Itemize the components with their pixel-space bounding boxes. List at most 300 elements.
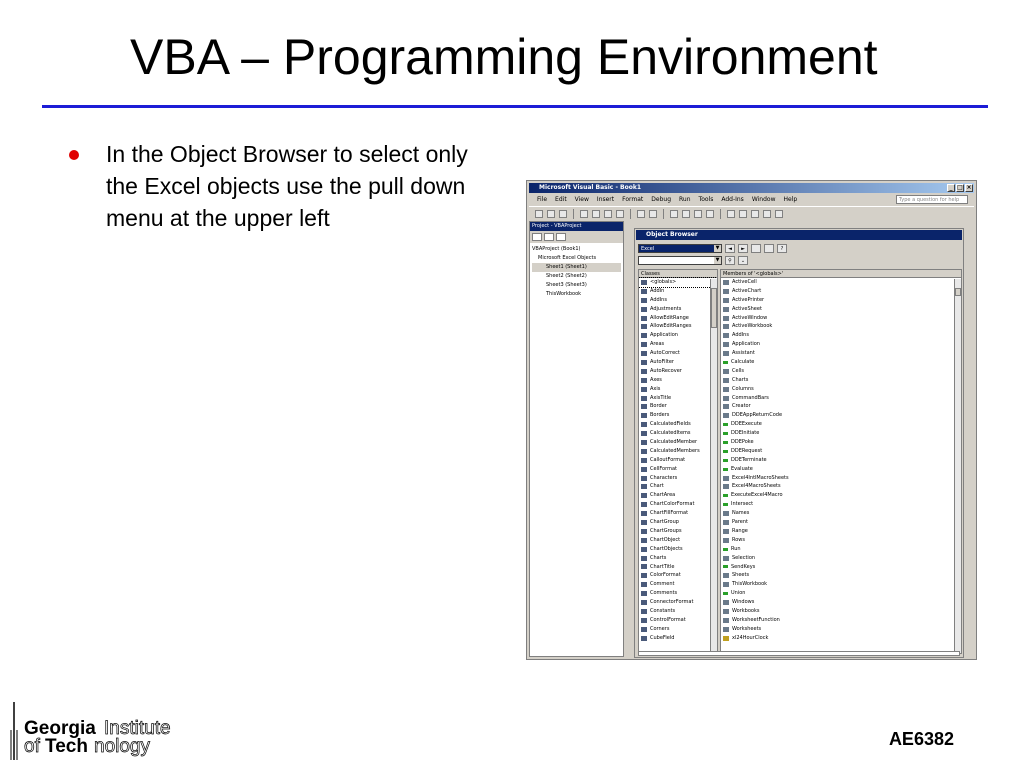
member-label: ActivePrinter <box>732 296 765 303</box>
member-item[interactable] <box>721 518 961 527</box>
member-item[interactable] <box>721 367 961 376</box>
class-item[interactable] <box>639 402 717 411</box>
member-item[interactable] <box>721 545 961 554</box>
class-label: AxisTitle <box>650 394 672 401</box>
project-tree <box>530 243 623 301</box>
class-item[interactable] <box>639 518 717 527</box>
class-icon <box>641 547 647 552</box>
tree-item[interactable]: Microsoft Excel Objects <box>538 255 597 261</box>
member-label: ThisWorkbook <box>732 581 768 588</box>
object-browser-icon[interactable] <box>751 210 759 218</box>
member-item[interactable] <box>721 536 961 545</box>
menu-item-window[interactable]: Window <box>751 196 776 203</box>
property-icon <box>723 324 729 329</box>
method-icon <box>723 459 728 462</box>
class-item[interactable] <box>639 545 717 554</box>
forward-icon[interactable]: ► <box>738 244 748 253</box>
member-label: DDEExecute <box>731 421 762 428</box>
project-explorer-pane <box>529 221 624 657</box>
member-item[interactable] <box>721 287 961 296</box>
members-scrollbar[interactable] <box>954 279 961 653</box>
class-item[interactable] <box>639 278 717 287</box>
class-item[interactable] <box>639 447 717 456</box>
member-item[interactable] <box>721 634 961 643</box>
project-pane-title: Project - VBAProject <box>530 222 623 231</box>
menu-item-format[interactable]: Format <box>622 196 644 203</box>
member-item[interactable] <box>721 331 961 340</box>
menu-item-run[interactable]: Run <box>679 196 691 203</box>
design-mode-icon[interactable] <box>706 210 714 218</box>
member-label: Windows <box>732 599 755 606</box>
member-item[interactable] <box>721 322 961 331</box>
project-explorer-icon[interactable] <box>727 210 735 218</box>
class-label: ChartGroup <box>650 519 679 526</box>
class-icon <box>641 591 647 596</box>
classes-scrollbar[interactable] <box>710 279 717 653</box>
class-item[interactable] <box>639 589 717 598</box>
class-label: AddIn <box>650 287 665 294</box>
class-icon <box>641 396 647 401</box>
property-icon <box>723 582 729 587</box>
member-item[interactable] <box>721 278 961 287</box>
class-item[interactable] <box>639 571 717 580</box>
chevron-down-icon[interactable]: ▼ <box>715 244 720 251</box>
class-label: CellFormat <box>650 465 677 472</box>
member-label: DDEInitiate <box>731 430 760 437</box>
member-label: Columns <box>732 385 754 392</box>
class-item[interactable] <box>639 367 717 376</box>
property-icon <box>723 618 729 623</box>
class-item[interactable] <box>639 429 717 438</box>
class-icon <box>641 484 647 489</box>
member-item[interactable] <box>721 474 961 483</box>
tree-item[interactable]: Sheet1 (Sheet1) <box>532 263 621 272</box>
method-icon <box>723 494 728 497</box>
member-item[interactable] <box>721 482 961 491</box>
member-label: Run <box>731 545 741 552</box>
class-icon <box>641 618 647 623</box>
class-item[interactable] <box>639 456 717 465</box>
property-icon <box>723 538 729 543</box>
scroll-thumb[interactable] <box>711 288 717 328</box>
class-item[interactable] <box>639 358 717 367</box>
class-label: CalculatedMembers <box>650 447 700 454</box>
property-icon <box>723 520 729 525</box>
class-item[interactable] <box>639 563 717 572</box>
class-label: ChartObjects <box>650 545 683 552</box>
member-label: Evaluate <box>731 465 753 472</box>
property-icon <box>723 627 729 632</box>
member-item[interactable] <box>721 465 961 474</box>
tree-item[interactable]: Sheet2 (Sheet2) <box>546 273 587 279</box>
reset-icon[interactable] <box>694 210 702 218</box>
class-item[interactable] <box>639 438 717 447</box>
view-object-icon[interactable] <box>544 233 554 241</box>
class-icon <box>641 573 647 578</box>
class-label: AutoCorrect <box>650 350 680 357</box>
object-browser-window <box>634 228 964 658</box>
property-icon <box>723 369 729 374</box>
menu-item-addins[interactable]: Add-Ins <box>721 196 744 203</box>
class-label: ChartObject <box>650 536 681 543</box>
library-dropdown[interactable] <box>638 244 722 253</box>
library-selected: Excel <box>641 245 655 252</box>
member-label: CommandBars <box>732 394 769 401</box>
member-label: AddIns <box>732 332 749 339</box>
member-label: Worksheets <box>732 625 762 632</box>
class-item[interactable] <box>639 527 717 536</box>
member-item[interactable] <box>721 491 961 500</box>
member-label: Sheets <box>732 572 750 579</box>
property-icon <box>723 556 729 561</box>
member-label: Excel4MacroSheets <box>732 483 781 490</box>
property-icon <box>723 342 729 347</box>
class-label: Axis <box>650 385 661 392</box>
class-item[interactable] <box>639 491 717 500</box>
member-item[interactable] <box>721 411 961 420</box>
member-label: ActiveSheet <box>732 305 762 312</box>
class-label: Axes <box>650 376 662 383</box>
help-icon[interactable]: ? <box>777 244 787 253</box>
class-item[interactable] <box>639 287 717 296</box>
members-list[interactable] <box>720 269 962 654</box>
member-item[interactable] <box>721 580 961 589</box>
toolbar-separator <box>630 209 631 219</box>
class-label: ConnectorFormat <box>650 599 694 606</box>
slide-title: VBA – Programming Environment <box>130 29 878 85</box>
member-item[interactable] <box>721 394 961 403</box>
vb-editor-window <box>526 180 977 660</box>
class-item[interactable] <box>639 634 717 643</box>
property-icon <box>723 280 729 285</box>
member-label: Assistant <box>732 350 755 357</box>
class-item[interactable] <box>639 554 717 563</box>
toggle-folders-icon[interactable] <box>556 233 566 241</box>
member-label: xl24HourClock <box>732 634 769 641</box>
member-label: SendKeys <box>731 563 756 570</box>
class-item[interactable] <box>639 385 717 394</box>
member-item[interactable] <box>721 500 961 509</box>
class-icon <box>641 387 647 392</box>
close-button[interactable]: × <box>966 184 972 191</box>
class-icon <box>641 351 647 356</box>
class-label: <globals> <box>650 279 677 285</box>
property-icon <box>723 298 729 303</box>
member-item[interactable] <box>721 447 961 456</box>
member-label: DDERequest <box>731 447 763 454</box>
class-icon <box>641 458 647 463</box>
course-code: AE6382 <box>888 729 954 749</box>
method-icon <box>723 548 728 551</box>
class-item[interactable] <box>639 349 717 358</box>
insert-icon[interactable] <box>547 210 555 218</box>
member-item[interactable] <box>721 402 961 411</box>
class-item[interactable] <box>639 616 717 625</box>
member-item[interactable] <box>721 314 961 323</box>
class-label: ChartArea <box>650 492 676 499</box>
class-label: ControlFormat <box>650 616 686 623</box>
class-item[interactable] <box>639 322 717 331</box>
property-icon <box>723 333 729 338</box>
properties-icon[interactable] <box>739 210 747 218</box>
show-results-icon[interactable]: ⌄ <box>738 256 748 265</box>
class-label: CalculatedFields <box>650 421 691 428</box>
class-item[interactable] <box>639 314 717 323</box>
class-icon <box>641 369 647 374</box>
property-icon <box>723 600 729 605</box>
toolbar-separator <box>720 209 721 219</box>
class-icon <box>641 342 647 347</box>
class-item[interactable] <box>639 500 717 509</box>
class-icon <box>641 511 647 516</box>
member-label: ActiveChart <box>732 287 762 294</box>
class-icon <box>641 538 647 543</box>
members-header: Members of '<globals>' <box>721 270 961 278</box>
maximize-button[interactable]: □ <box>957 184 963 191</box>
member-label: Excel4IntlMacroSheets <box>732 474 789 481</box>
method-icon <box>723 592 728 595</box>
class-label: Application <box>650 332 678 339</box>
method-icon <box>723 503 728 506</box>
member-item[interactable] <box>721 456 961 465</box>
class-item[interactable] <box>639 607 717 616</box>
tree-item[interactable]: ThisWorkbook <box>546 291 582 297</box>
member-item[interactable] <box>721 509 961 518</box>
class-item[interactable] <box>639 420 717 429</box>
property-icon <box>723 476 729 481</box>
method-icon <box>723 450 728 453</box>
chevron-down-icon[interactable]: ▼ <box>715 256 720 263</box>
member-label: DDEPoke <box>731 439 754 446</box>
class-icon <box>641 520 647 525</box>
member-item[interactable] <box>721 438 961 447</box>
class-label: CalloutFormat <box>650 456 686 463</box>
classes-list[interactable] <box>638 269 718 654</box>
member-item[interactable] <box>721 349 961 358</box>
class-icon <box>641 431 647 436</box>
bullet-dot-icon <box>69 150 79 160</box>
property-icon <box>723 387 729 392</box>
member-label: Names <box>732 510 750 517</box>
member-item[interactable] <box>721 607 961 616</box>
menu-item-debug[interactable]: Debug <box>651 196 672 203</box>
vb-title-bar <box>529 183 974 193</box>
property-icon <box>723 529 729 534</box>
break-icon[interactable] <box>682 210 690 218</box>
search-icon[interactable]: ⚲ <box>725 256 735 265</box>
member-item[interactable] <box>721 358 961 367</box>
class-item[interactable] <box>639 509 717 518</box>
menu-item-insert[interactable]: Insert <box>596 196 615 203</box>
find-icon[interactable] <box>616 210 624 218</box>
class-label: AllowEditRange <box>650 314 689 321</box>
class-icon <box>641 324 647 329</box>
class-item[interactable] <box>639 340 717 349</box>
class-icon <box>641 493 647 498</box>
property-icon <box>723 511 729 516</box>
cut-icon[interactable] <box>580 210 588 218</box>
member-item[interactable] <box>721 420 961 429</box>
class-icon <box>641 529 647 534</box>
excel-icon[interactable] <box>535 210 543 218</box>
logo-institute: Institute <box>104 718 171 739</box>
redo-icon[interactable] <box>649 210 657 218</box>
member-item[interactable] <box>721 385 961 394</box>
member-label: Range <box>732 527 748 534</box>
toolbar-separator <box>663 209 664 219</box>
class-item[interactable] <box>639 474 717 483</box>
property-icon <box>723 307 729 312</box>
logo-tech: Tech <box>45 736 88 757</box>
member-label: WorksheetFunction <box>732 616 780 623</box>
run-icon[interactable] <box>670 210 678 218</box>
class-item[interactable] <box>639 465 717 474</box>
menu-item-file[interactable]: File <box>537 196 548 203</box>
class-label: ChartTitle <box>650 563 675 570</box>
copy-icon[interactable] <box>592 210 600 218</box>
member-item[interactable] <box>721 376 961 385</box>
class-label: Borders <box>650 412 670 419</box>
member-label: Union <box>731 590 746 597</box>
help-icon[interactable] <box>775 210 783 218</box>
member-item[interactable] <box>721 571 961 580</box>
class-icon <box>641 467 647 472</box>
property-icon <box>723 413 729 418</box>
class-label: ColorFormat <box>650 572 681 579</box>
member-item[interactable] <box>721 563 961 572</box>
undo-icon[interactable] <box>637 210 645 218</box>
method-icon <box>723 468 728 471</box>
class-label: Chart <box>650 483 664 490</box>
minimize-button[interactable]: _ <box>947 184 955 192</box>
member-label: Charts <box>732 376 749 383</box>
property-icon <box>723 609 729 614</box>
toolbox-icon[interactable] <box>763 210 771 218</box>
member-label: Parent <box>732 519 749 526</box>
class-label: ChartColorFormat <box>650 501 695 508</box>
member-item[interactable] <box>721 589 961 598</box>
member-item[interactable] <box>721 598 961 607</box>
title-divider <box>42 105 988 108</box>
member-item[interactable] <box>721 340 961 349</box>
menu-item-help[interactable]: Help <box>783 196 798 203</box>
tree-item[interactable]: Sheet3 (Sheet3) <box>546 282 587 288</box>
class-icon <box>641 600 647 605</box>
tree-item[interactable]: VBAProject (Book1) <box>532 246 581 252</box>
property-icon <box>723 378 729 383</box>
class-item[interactable] <box>639 376 717 385</box>
standard-toolbar <box>529 206 974 220</box>
class-item[interactable] <box>639 331 717 340</box>
view-code-icon[interactable] <box>532 233 542 241</box>
class-icon <box>641 502 647 507</box>
member-item[interactable] <box>721 616 961 625</box>
view-definition-icon[interactable] <box>764 244 774 253</box>
member-label: Application <box>732 341 760 348</box>
member-label: Workbooks <box>732 607 760 614</box>
property-icon <box>723 351 729 356</box>
class-icon <box>641 307 647 312</box>
class-icon <box>641 280 647 285</box>
search-text-dropdown[interactable] <box>638 256 722 265</box>
member-item[interactable] <box>721 429 961 438</box>
property-icon <box>723 289 729 294</box>
object-browser-title: Object Browser <box>636 230 962 240</box>
save-icon[interactable] <box>559 210 567 218</box>
class-label: ChartGroups <box>650 527 682 534</box>
class-label: Corners <box>650 625 670 632</box>
class-item[interactable] <box>639 411 717 420</box>
ask-question-input[interactable]: Type a question for help <box>896 195 968 204</box>
details-pane <box>638 651 960 656</box>
class-item[interactable] <box>639 394 717 403</box>
class-item[interactable] <box>639 625 717 634</box>
class-label: AllowEditRanges <box>650 323 692 330</box>
property-icon <box>723 404 729 409</box>
class-icon <box>641 360 647 365</box>
class-label: Charts <box>650 554 667 561</box>
class-item[interactable] <box>639 482 717 491</box>
logo-of: of <box>24 736 40 757</box>
member-label: Selection <box>732 554 756 561</box>
class-label: Comment <box>650 581 675 588</box>
member-item[interactable] <box>721 625 961 634</box>
class-label: AddIns <box>650 296 667 303</box>
member-label: Creator <box>732 403 751 410</box>
logo-georgia: Georgia <box>24 718 96 739</box>
member-item[interactable] <box>721 554 961 563</box>
member-item[interactable] <box>721 296 961 305</box>
class-item[interactable] <box>639 536 717 545</box>
bullet-text: In the Object Browser to select only the Excel objects use the pull down menu at the upper left <box>106 141 468 231</box>
class-item[interactable] <box>639 580 717 589</box>
class-icon <box>641 582 647 587</box>
member-item[interactable] <box>721 305 961 314</box>
class-label: CalculatedMember <box>650 439 698 446</box>
class-icon <box>641 440 647 445</box>
paste-icon[interactable] <box>604 210 612 218</box>
class-icon <box>641 289 647 294</box>
class-item[interactable] <box>639 598 717 607</box>
class-label: Border <box>650 403 667 410</box>
back-icon[interactable]: ◄ <box>725 244 735 253</box>
scroll-thumb[interactable] <box>955 288 961 296</box>
menu-item-edit[interactable]: Edit <box>555 196 567 203</box>
class-label: Constants <box>650 607 676 614</box>
class-item[interactable] <box>639 296 717 305</box>
library-row <box>638 243 787 253</box>
member-label: Intersect <box>731 501 754 508</box>
class-icon <box>641 564 647 569</box>
property-icon <box>723 573 729 578</box>
menu-item-tools[interactable]: Tools <box>698 196 714 203</box>
class-item[interactable] <box>639 305 717 314</box>
member-label: Calculate <box>731 359 755 366</box>
class-label: AutoRecover <box>650 367 682 374</box>
copy-clipboard-icon[interactable] <box>751 244 761 253</box>
member-label: DDEAppReturnCode <box>732 412 783 419</box>
member-label: ExecuteExcel4Macro <box>731 492 783 499</box>
menu-item-view[interactable]: View <box>574 196 589 203</box>
class-label: CubeField <box>650 634 675 641</box>
project-pane-toolbar <box>530 231 623 243</box>
class-label: CalculatedItems <box>650 430 691 437</box>
property-icon <box>723 484 729 489</box>
member-item[interactable] <box>721 527 961 536</box>
constant-icon <box>723 636 729 641</box>
vb-title: Microsoft Visual Basic - Book1 <box>539 184 642 191</box>
class-label: Areas <box>650 341 665 348</box>
